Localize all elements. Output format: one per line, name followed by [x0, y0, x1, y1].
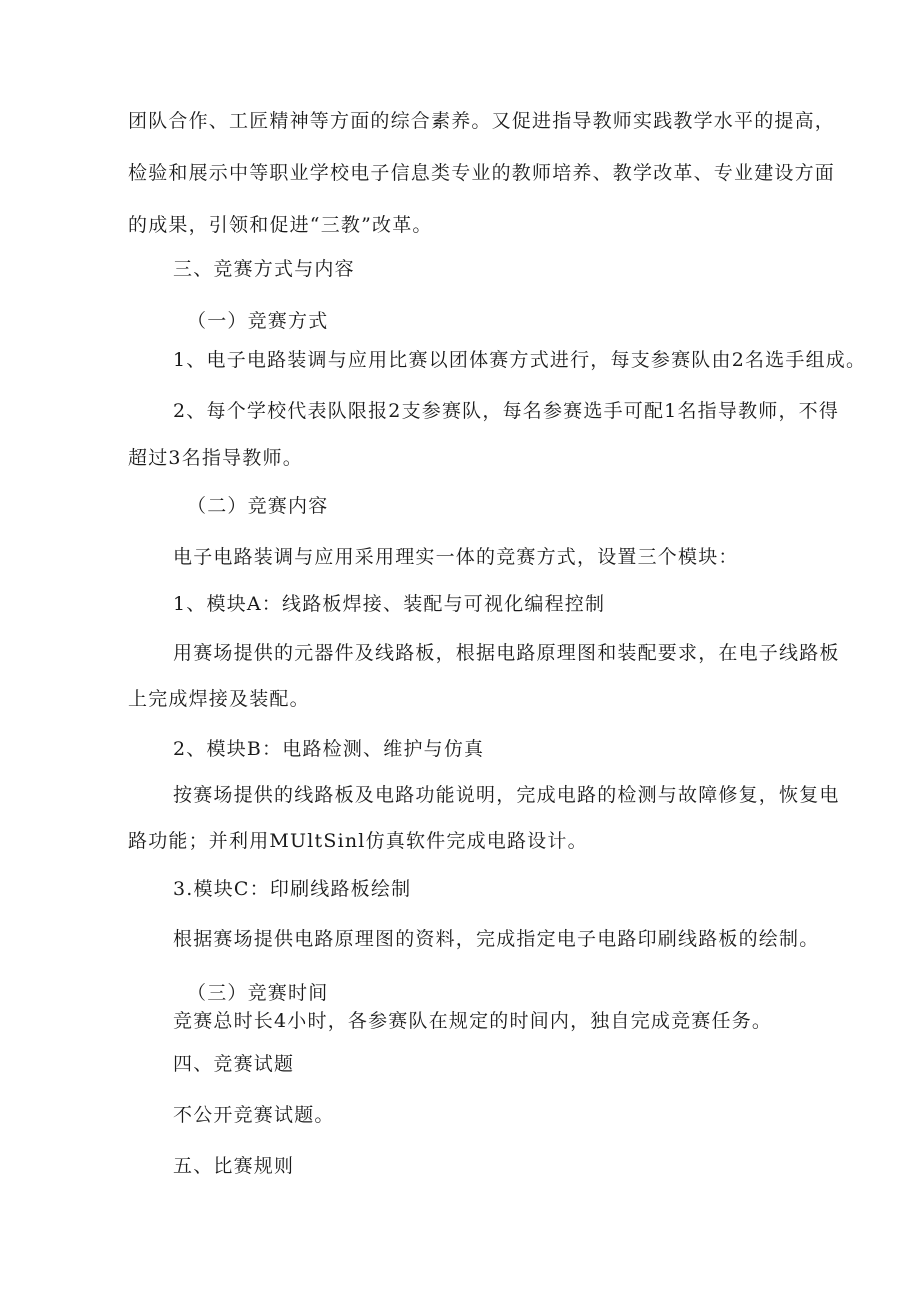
paragraph-line: 上完成焊接及装配。 [128, 688, 310, 710]
paragraph-line: 超过3名指导教师。 [128, 447, 303, 469]
paragraph-line: 团队合作、工匠精神等方面的综合素养。又促进指导教师实践教学水平的提高， [128, 110, 836, 132]
module-heading: 2、模块B：电路检测、维护与仿真 [173, 738, 485, 760]
paragraph-line: 电子电路装调与应用采用理实一体的竞赛方式，设置三个模块： [173, 546, 739, 568]
paragraph-line: 2、每个学校代表队限报2支参赛队，每名参赛选手可配1名指导教师，不得 [173, 400, 840, 422]
paragraph-line: 路功能；并利用MUltSinl仿真软件完成电路设计。 [128, 830, 588, 852]
paragraph-line: 检验和展示中等职业学校电子信息类专业的教师培养、教学改革、专业建设方面 [128, 162, 836, 184]
module-heading: 1、模块A：线路板焊接、装配与可视化编程控制 [173, 593, 606, 615]
paragraph-line: 不公开竞赛试题。 [173, 1104, 335, 1126]
section-heading: 四、竞赛试题 [173, 1053, 295, 1075]
subsection-heading: （二）竞赛内容 [187, 495, 329, 517]
paragraph-line: 的成果，引领和促进“三教”改革。 [128, 214, 433, 236]
paragraph-line: 用赛场提供的元器件及线路板，根据电路原理图和装配要求，在电子线路板 [173, 642, 840, 664]
paragraph-line: 竞赛总时长4小时，各参赛队在规定的时间内，独自完成竞赛任务。 [173, 1010, 773, 1032]
paragraph-line: 按赛场提供的线路板及电路功能说明，完成电路的检测与故障修复，恢复电 [173, 784, 840, 806]
subsection-heading: （三）竞赛时间 [187, 982, 329, 1004]
subsection-heading: （一）竞赛方式 [187, 310, 329, 332]
paragraph-line: 根据赛场提供电路原理图的资料，完成指定电子电路印刷线路板的绘制。 [173, 928, 820, 950]
module-heading: 3.模块C：印刷线路板绘制 [173, 878, 412, 900]
section-heading: 三、竞赛方式与内容 [173, 258, 355, 280]
section-heading: 五、比赛规则 [173, 1155, 295, 1177]
paragraph-line: 1、电子电路装调与应用比赛以团体赛方式进行，每支参赛队由2名选手组成。 [173, 349, 867, 371]
